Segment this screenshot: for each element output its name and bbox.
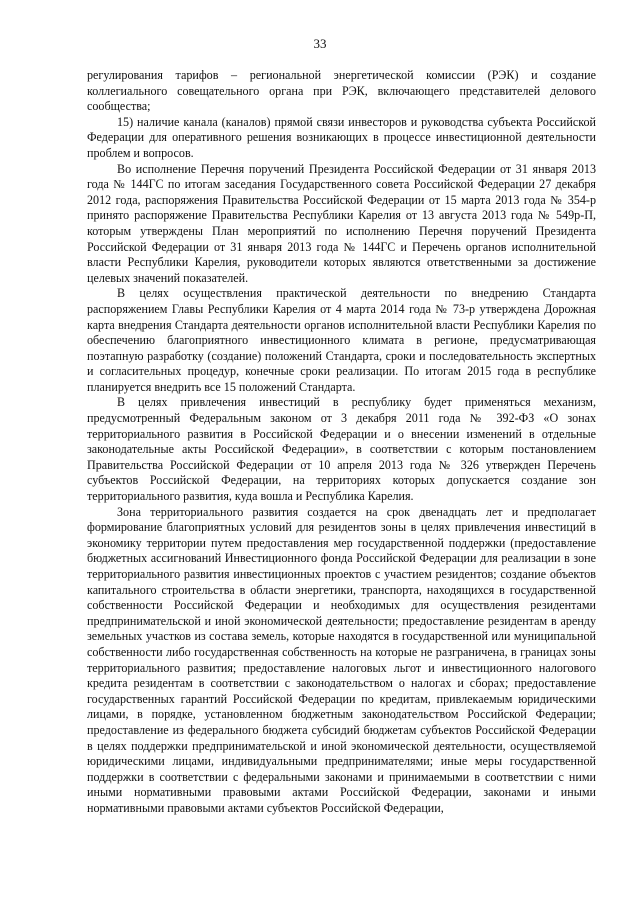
paragraph: Зона территориального развития создается на срок двенадцать лет и предполагает формирование благоприятных условий для резидентов зоны в целях привлечения инвестиций в экономику территории путем предоставления мер государственной поддержки (предоставление бюджетных ассигнований Инвестиционного фонда Российской Федерации для реализации в зоне территориального развития инвестиционных проектов с участием резидентов; создание объектов капитального строительства в области энергетики, транспорта, находящихся в государственной собственности Российской Федерации и необходимых для осуществления резидентами предпринимательской и иной экономической деятельности; предоставление резидентам в аренду земельных участков из состава земель, которые находятся в государственной или муниципальной собственности либо государственная собственность на которые не разграничена, в границах зоны территориального развития; предоставление налоговых льгот и инвестиционного налогового кредита резидентам в соответствии с законодательством о налогах и сборах; предоставление государственных гарантий Российской Федерации по кредитам, привлекаемым юридическими лицами, в порядке, установленном бюджетным законодательством Российской Федерации; предоставление из федерального бюджета субсидий бюджетам субъектов Российской Федерации в целях поддержки предпринимательской и иной экономической деятельности, осуществляемой юридическими лицами, индивидуальными предпринимателями; иные меры государственной поддержки в соответствии с федеральными законами и принимаемыми в соответствии с ними иными нормативными правовыми актами Российской Федерации, законами и иными нормативными правовыми актами субъектов Российской Федерации, (87, 504, 596, 815)
paragraph: регулирования тарифов – региональной энергетической комиссии (РЭК) и создание коллегиального совещательного органа при РЭК, включающего представителей делового сообщества; (87, 68, 596, 114)
paragraph: Во исполнение Перечня поручений Президента Российской Федерации от 31 января 2013 года № 144ГС по итогам заседания Государственного совета Российской Федерации 27 декабря 2012 года, распоряжения Правительства Российской Федерации от 15 марта 2013 года № 354-р принято распоряжение Правительства Республики Карелия от 13 августа 2013 года № 549р-П, которым утверждены План мероприятий по исполнению Перечня поручений Президента Российской Федерации от 31 января 2013 года № 144ГС и Перечень органов исполнительной власти Республики Карелия, руководители которых являются ответственными за достижение целевых значений показателей. (87, 161, 596, 285)
document-body (87, 68, 596, 817)
paragraph: 15) наличие канала (каналов) прямой связи инвесторов и руководства субъекта Российской Федерации для оперативного решения возникающих в процессе инвестиционной деятельности проблем и вопросов. (87, 114, 596, 160)
paragraph: В целях привлечения инвестиций в республику будет применяться механизм, предусмотренный Федеральным законом от 3 декабря 2011 года № 392-ФЗ «О зонах территориального развития в Российской Федерации и о внесении изменений в отдельные законодательные акты Российской Федерации», в соответствии с которым постановлением Правительства Российской Федерации от 10 апреля 2013 года № 326 утвержден Перечень субъектов Российской Федерации, на территориях которых допускается создание зон территориального развития, куда вошла и Республика Карелия. (87, 395, 596, 504)
paragraph: В целях осуществления практической деятельности по внедрению Стандарта распоряжением Главы Республики Карелия от 4 марта 2014 года № 73-р утверждена Дорожная карта внедрения Стандарта деятельности органов исполнительной власти Республики Карелия по обеспечению благоприятного инвестиционного климата в регионе, предусматривающая поэтапную разработку (создание) положений Стандарта, сроки и последовательность экспертных и согласительных процедур, конечные сроки реализации. По итогам 2015 года в республике планируется внедрить все 15 положений Стандарта. (87, 286, 596, 394)
page-number: 33 (313, 36, 327, 51)
